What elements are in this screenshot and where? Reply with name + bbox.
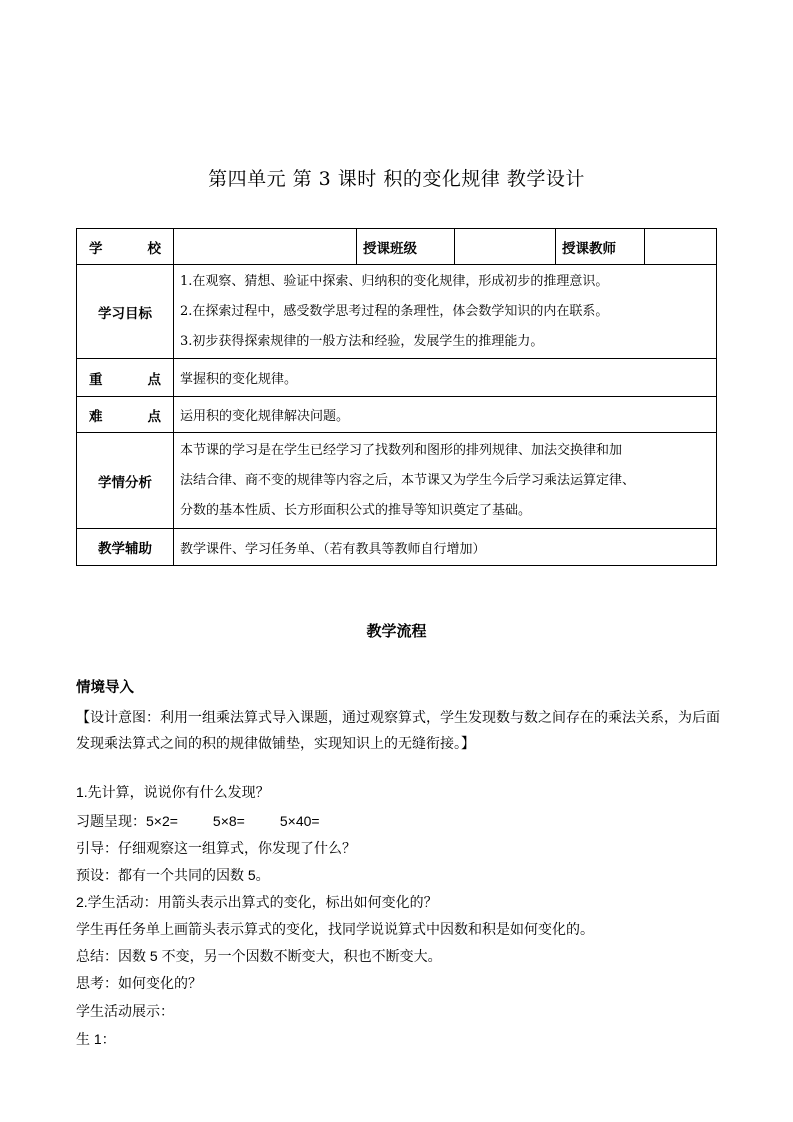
difficulty-label: 难 点 <box>77 397 174 433</box>
paragraph: 学生活动展示： <box>76 1003 174 1019</box>
design-intent <box>76 704 721 756</box>
goal-item: 3.初步获得探索规律的一般方法和经验，发展学生的推理能力。 <box>180 333 544 349</box>
paragraph: 预设：都有一个共同的因数 5。 <box>76 867 270 883</box>
paragraph: 思考：如何变化的？ <box>76 975 202 991</box>
paragraph: 学生再任务单上画箭头表示算式的变化，找同学说说算式中因数和积是如何变化的。 <box>76 921 594 937</box>
teacher-label: 授课教师 <box>556 229 645 265</box>
paragraph: 引导：仔细观察这一组算式，你发现了什么？ <box>76 840 356 856</box>
goals-label: 学习目标 <box>77 265 174 359</box>
analysis-line: 法结合律、商不变的规律等内容之后，本节课又为学生今后学习乘法运算定律、 <box>180 472 636 488</box>
info-row-goals <box>77 265 717 359</box>
analysis-label: 学情分析 <box>77 433 174 529</box>
info-row-key <box>77 359 717 397</box>
analysis-line: 分数的基本性质、长方形面积公式的推导等知识奠定了基础。 <box>180 502 532 518</box>
school-label: 学 校 <box>77 229 174 265</box>
flow-title: 教学流程 <box>366 622 427 640</box>
info-row-header <box>77 229 717 265</box>
teacher-value <box>645 229 717 265</box>
info-row-aids <box>77 529 717 566</box>
goal-item: 2.在探索过程中，感受数学思考过程的条理性，体会数学知识的内在联系。 <box>180 303 609 319</box>
class-value <box>455 229 556 265</box>
aids-label: 教学辅助 <box>77 529 174 566</box>
key-value: 掌握积的变化规律。 <box>174 359 717 397</box>
info-row-analysis <box>77 433 717 529</box>
paragraph: 生 1： <box>76 1031 116 1047</box>
design-intent-line: 【设计意图：利用一组乘法算式导入课题，通过观察算式，学生发现数与数之间存在的乘法关系，为后面 <box>76 709 720 725</box>
page-title: 第四单元 第 3 课时 积的变化规律 教学设计 <box>208 168 585 190</box>
analysis-cell <box>174 433 717 529</box>
paragraph: 2.学生活动：用箭头表示出算式的变化，标出如何变化的？ <box>76 894 438 910</box>
paragraph: 1.先计算，说说你有什么发现？ <box>76 784 270 800</box>
paragraph: 总结：因数 5 不变，另一个因数不断变大，积也不断变大。 <box>76 948 442 964</box>
goals-cell <box>174 265 717 359</box>
school-value <box>174 229 357 265</box>
key-label: 重 点 <box>77 359 174 397</box>
section-heading: 情境导入 <box>76 679 134 696</box>
lesson-info-table <box>76 228 717 566</box>
analysis-line: 本节课的学习是在学生已经学习了找数列和图形的排列规律、加法交换律和加 <box>180 442 623 458</box>
paragraph: 习题呈现：5×2= 5×8= 5×40= <box>76 813 320 829</box>
design-intent-line: 发现乘法算式之间的积的规律做铺垫，实现知识上的无缝衔接。】 <box>76 735 475 751</box>
difficulty-value: 运用积的变化规律解决问题。 <box>174 397 717 433</box>
aids-value: 教学课件、学习任务单、（若有教具等教师自行增加） <box>174 529 717 566</box>
goal-item: 1.在观察、猜想、验证中探索、归纳积的变化规律，形成初步的推理意识。 <box>180 273 609 289</box>
info-row-difficulty <box>77 397 717 433</box>
class-label: 授课班级 <box>357 229 455 265</box>
